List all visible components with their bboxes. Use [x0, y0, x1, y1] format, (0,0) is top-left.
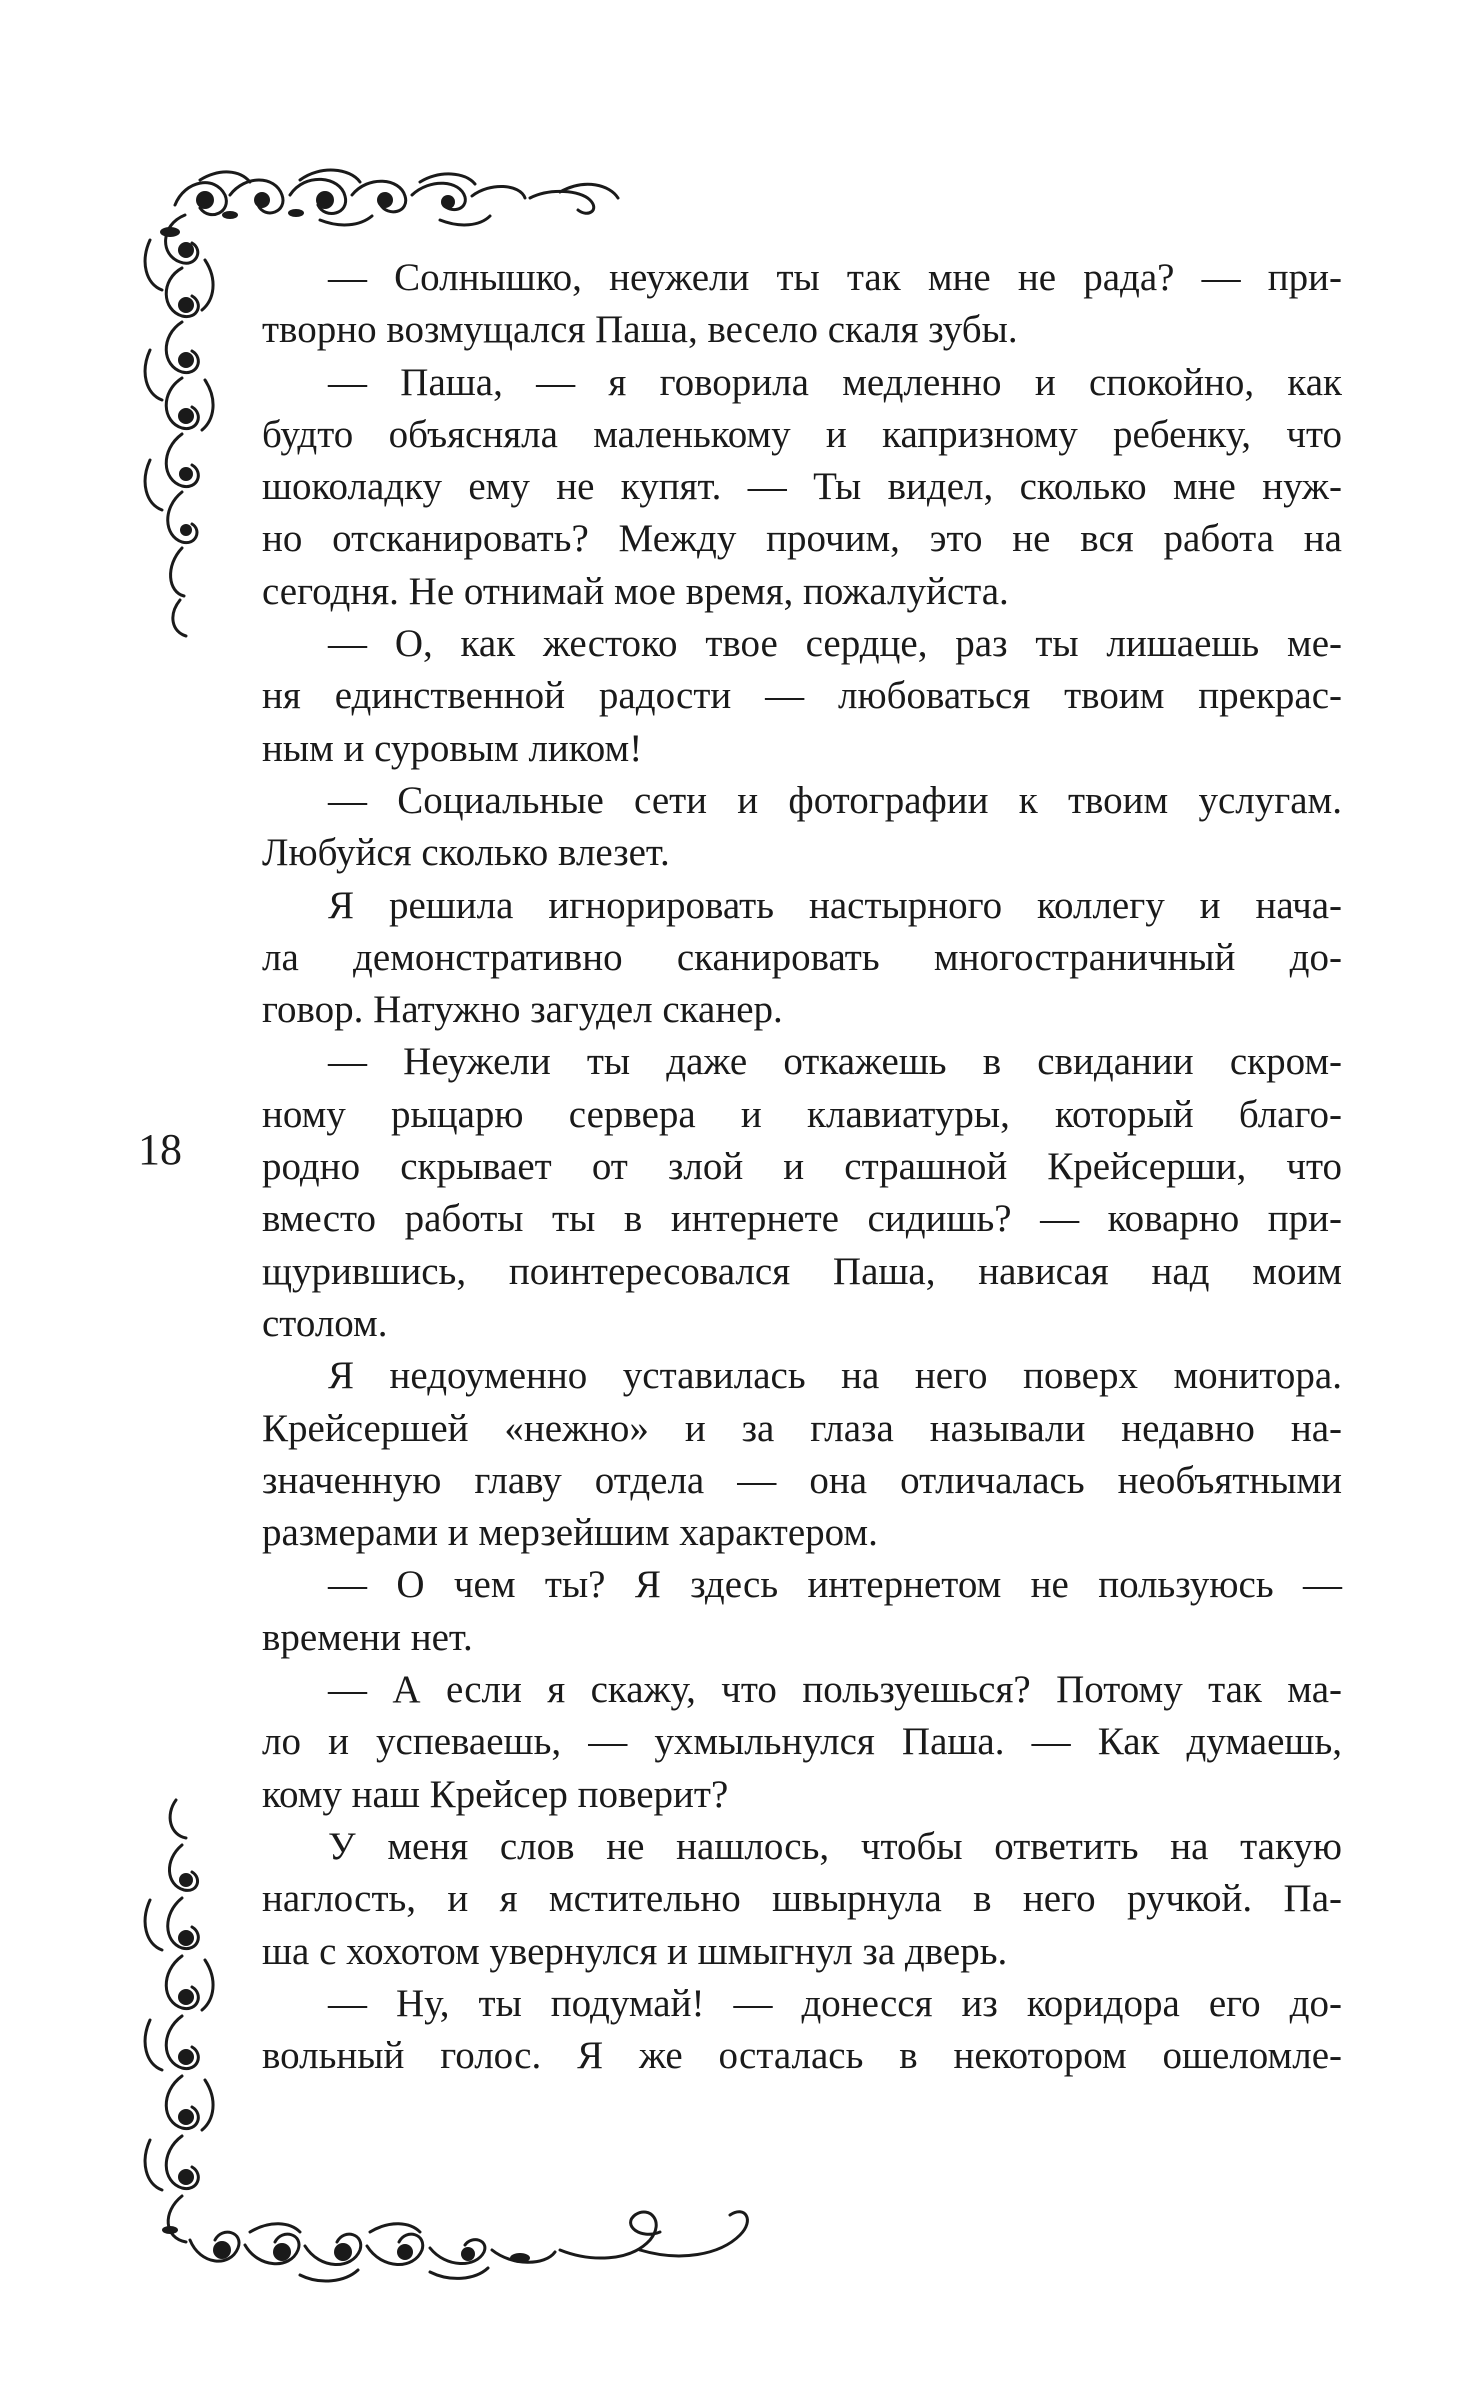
- text-line: но отсканировать? Между прочим, это не вся работа на: [262, 517, 1342, 561]
- text-line: говор. Натужно загудел сканер.: [262, 988, 783, 1032]
- text-line: У меня слов не нашлось, чтобы ответить на такую: [328, 1824, 1342, 1868]
- text-line: Я решила игнорировать настырного коллегу и нача-: [328, 883, 1342, 927]
- text-line: вольный голос. Я же осталась в некотором ошеломле-: [262, 2034, 1342, 2078]
- text-line: — А если я скажу, что пользуешься? Потому так ма-: [328, 1668, 1342, 1712]
- text-line: — Солнышко, неужели ты так мне не рада? — при-: [328, 256, 1342, 299]
- text-line: сегодня. Не отнимай мое время, пожалуйста.: [262, 569, 1009, 613]
- text-line: кому наш Крейсер поверит?: [262, 1772, 729, 1816]
- text-line: — Социальные сети и фотографии к твоим услугам.: [328, 778, 1342, 822]
- text-line: творно возмущался Паша, весело скаля зубы.: [262, 308, 1018, 352]
- text-line: размерами и мерзейшим характером.: [262, 1511, 878, 1555]
- page-number: 18: [138, 1125, 182, 1174]
- text-line: наглость, и я мстительно швырнула в него ручкой. Па-: [262, 1877, 1342, 1921]
- text-line: шоколадку ему не купят. — Ты видел, сколько мне нуж-: [262, 465, 1342, 509]
- text-line: будто объясняла маленькому и капризному ребенку, что: [262, 412, 1342, 456]
- text-line: Я недоуменно уставилась на него поверх монитора.: [328, 1354, 1342, 1398]
- text-line: Любуйся сколько влезет.: [262, 831, 670, 875]
- text-line: щурившись, поинтересовался Паша, нависая над моим: [262, 1249, 1342, 1293]
- text-line: ша с хохотом увернулся и шмыгнул за дверь.: [262, 1929, 1008, 1973]
- text-line: — О, как жестоко твое сердце, раз ты лишаешь ме-: [328, 622, 1342, 666]
- text-line: ло и успеваешь, — ухмыльнулся Паша. — Как думаешь,: [262, 1720, 1342, 1764]
- text-line: времени нет.: [262, 1615, 473, 1659]
- text-line: — Ну, ты подумай! — донесся из коридора его до-: [328, 1981, 1342, 2025]
- text-line: ня единственной радости — любоваться твоим прекрас-: [262, 674, 1342, 718]
- text-line: родно скрывает от злой и страшной Крейсерши, что: [262, 1145, 1342, 1189]
- text-line: — Неужели ты даже откажешь в свидании скром-: [328, 1040, 1342, 1084]
- text-line: Крейсершей «нежно» и за глаза называли недавно на-: [262, 1406, 1342, 1450]
- text-line: столом.: [262, 1301, 388, 1345]
- text-line: — Паша, — я говорила медленно и спокойно, как: [328, 360, 1342, 404]
- text-line: ному рыцарю сервера и клавиатуры, который благо-: [262, 1092, 1342, 1136]
- text-line: значенную главу отдела — она отличалась необъятными: [262, 1458, 1342, 1502]
- text-line: ла демонстративно сканировать многостраничный до-: [262, 935, 1342, 979]
- body-text: [262, 252, 1342, 2082]
- text-line: вместо работы ты в интернете сидишь? — коварно при-: [262, 1197, 1342, 1241]
- text-line: ным и суровым ликом!: [262, 726, 643, 770]
- text-line: — О чем ты? Я здесь интернетом не пользуюсь —: [328, 1563, 1342, 1607]
